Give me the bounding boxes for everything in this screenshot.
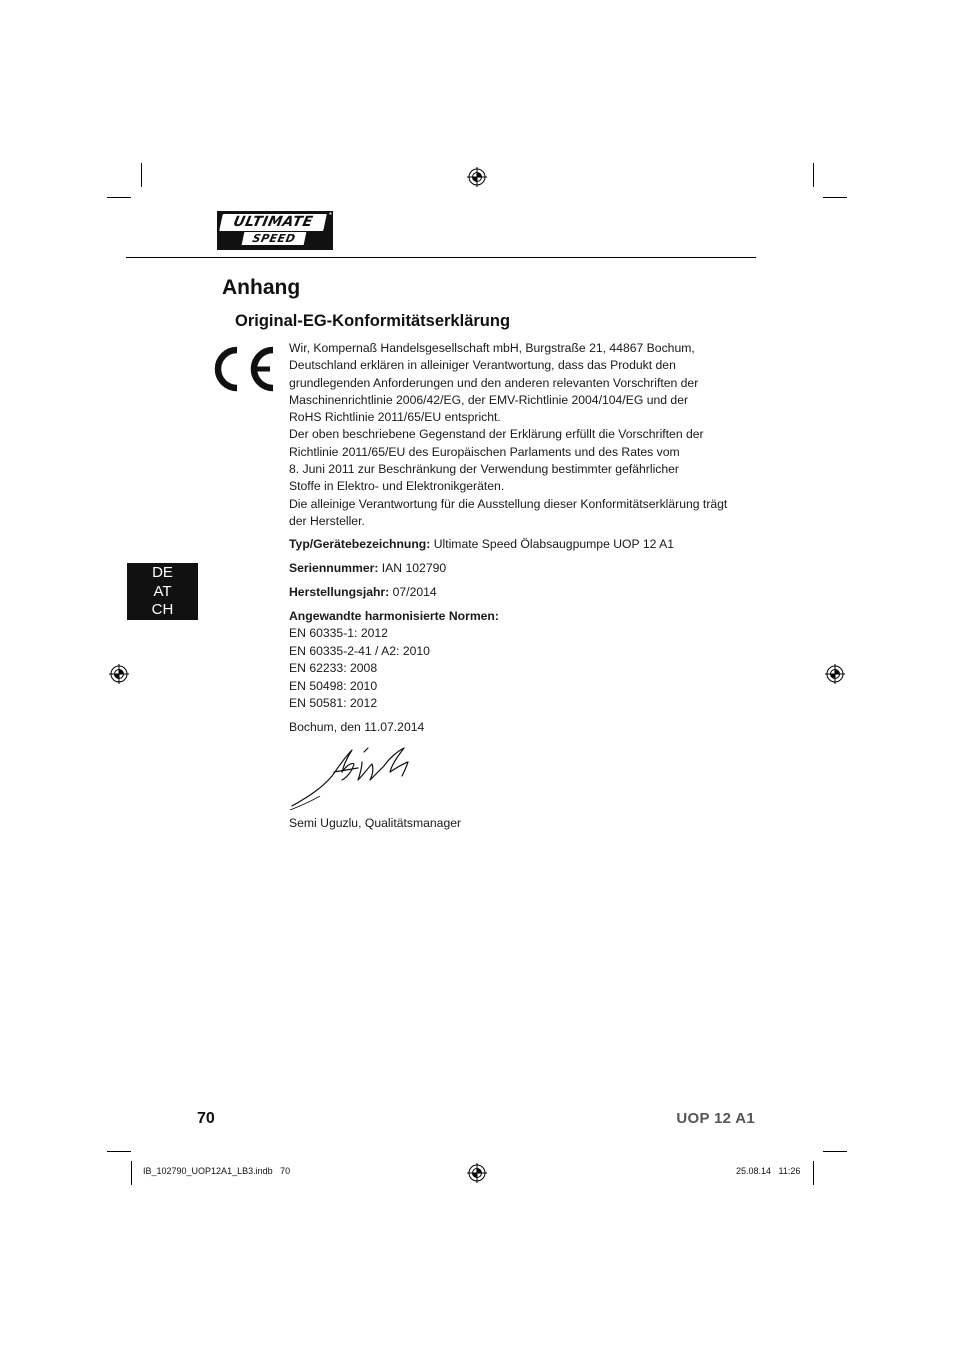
- declaration-line: Wir, Kompernaß Handelsgesellschaft mbH, Burgstraße 21, 44867 Bochum,: [289, 341, 695, 355]
- norm-item: EN 50581: 2012: [289, 696, 378, 711]
- product-type-value: Ultimate Speed Ölabsaugpumpe UOP 12 A1: [433, 537, 674, 551]
- manufacture-year-value: 07/2014: [392, 585, 437, 599]
- signature-image: [288, 742, 428, 812]
- norm-item: EN 60335-1: 2012: [289, 626, 388, 641]
- norm-item: EN 60335-2-41 / A2: 2010: [289, 643, 430, 658]
- declaration-line: Richtlinie 2011/65/EU des Europäischen Parlaments und des Rates vom: [289, 444, 680, 459]
- print-slug-file: IB_102790_UOP12A1_LB3.indb 70: [143, 1166, 291, 1176]
- norm-item: EN 50498: 2010: [289, 678, 378, 693]
- declaration-line: Maschinenrichtlinie 2006/42/EG, der EMV-Richtlinie 2004/104/EG und der: [289, 392, 689, 407]
- declaration-line: Der oben beschriebene Gegenstand der Erklärung erfüllt die Vorschriften der: [289, 427, 704, 442]
- footer-model: UOP 12 A1: [676, 1110, 755, 1127]
- signatory-name: Semi Uguzlu, Qualitätsmanager: [289, 816, 462, 830]
- crop-mark: [141, 163, 142, 187]
- crop-mark: [131, 1161, 132, 1185]
- registration-mark-icon: [467, 1163, 487, 1183]
- registration-mark-icon: [825, 664, 845, 684]
- place-date: Bochum, den 11.07.2014: [289, 720, 425, 734]
- ultimate-speed-logo: [217, 211, 333, 250]
- declaration-line: 8. Juni 2011 zur Beschränkung der Verwendung bestimmter gefährlicher: [289, 462, 679, 477]
- product-type-field: [289, 537, 674, 551]
- serial-number-field: [289, 561, 446, 575]
- registration-mark-icon: [109, 664, 129, 684]
- declaration-line: Stoffe in Elektro- und Elektronikgeräten.: [289, 479, 505, 494]
- logo-line1: ULTIMATE: [219, 214, 327, 231]
- manufacture-year-label: Herstellungsjahr:: [289, 585, 390, 599]
- product-type-label: Typ/Gerätebezeichnung:: [289, 537, 431, 551]
- crop-mark: [813, 1161, 814, 1185]
- norms-heading: Angewandte harmonisierte Normen:: [289, 609, 499, 623]
- crop-mark: [823, 1151, 847, 1152]
- page-title: Anhang: [222, 276, 301, 299]
- serial-number-value: IAN 102790: [381, 561, 447, 575]
- serial-number-label: Seriennummer:: [289, 561, 379, 575]
- declaration-line: der Hersteller.: [289, 513, 365, 528]
- page-number: 70: [197, 1110, 215, 1127]
- crop-mark: [813, 163, 814, 187]
- ce-mark-icon: [207, 344, 277, 394]
- logo-trademark: *: [328, 211, 332, 220]
- language-tab: [127, 563, 198, 620]
- logo-line2: SPEED: [242, 232, 307, 245]
- language-code: CH: [151, 601, 174, 618]
- language-code: DE: [152, 564, 173, 581]
- section-title: Original-EG-Konformitätserklärung: [235, 312, 511, 330]
- declaration-line: grundlegenden Anforderungen und den anderen relevanten Vorschriften der: [289, 375, 699, 390]
- crop-mark: [107, 197, 131, 198]
- declaration-line: Deutschland erklären in alleiniger Verantwortung, dass das Produkt den: [289, 358, 676, 373]
- print-slug-date: 25.08.14 11:26: [736, 1166, 801, 1176]
- declaration-line: RoHS Richtlinie 2011/65/EU entspricht.: [289, 410, 501, 425]
- norms-list: [289, 608, 499, 712]
- manufacture-year-field: [289, 585, 437, 599]
- declaration-text: [289, 340, 734, 530]
- declaration-line: Die alleinige Verantwortung für die Ausstellung dieser Konformitätserklärung trägt: [289, 496, 728, 511]
- registration-mark-icon: [467, 167, 487, 187]
- crop-mark: [107, 1151, 131, 1152]
- norm-item: EN 62233: 2008: [289, 661, 378, 676]
- header-divider: [126, 257, 756, 258]
- crop-mark: [823, 197, 847, 198]
- language-code: AT: [153, 582, 172, 600]
